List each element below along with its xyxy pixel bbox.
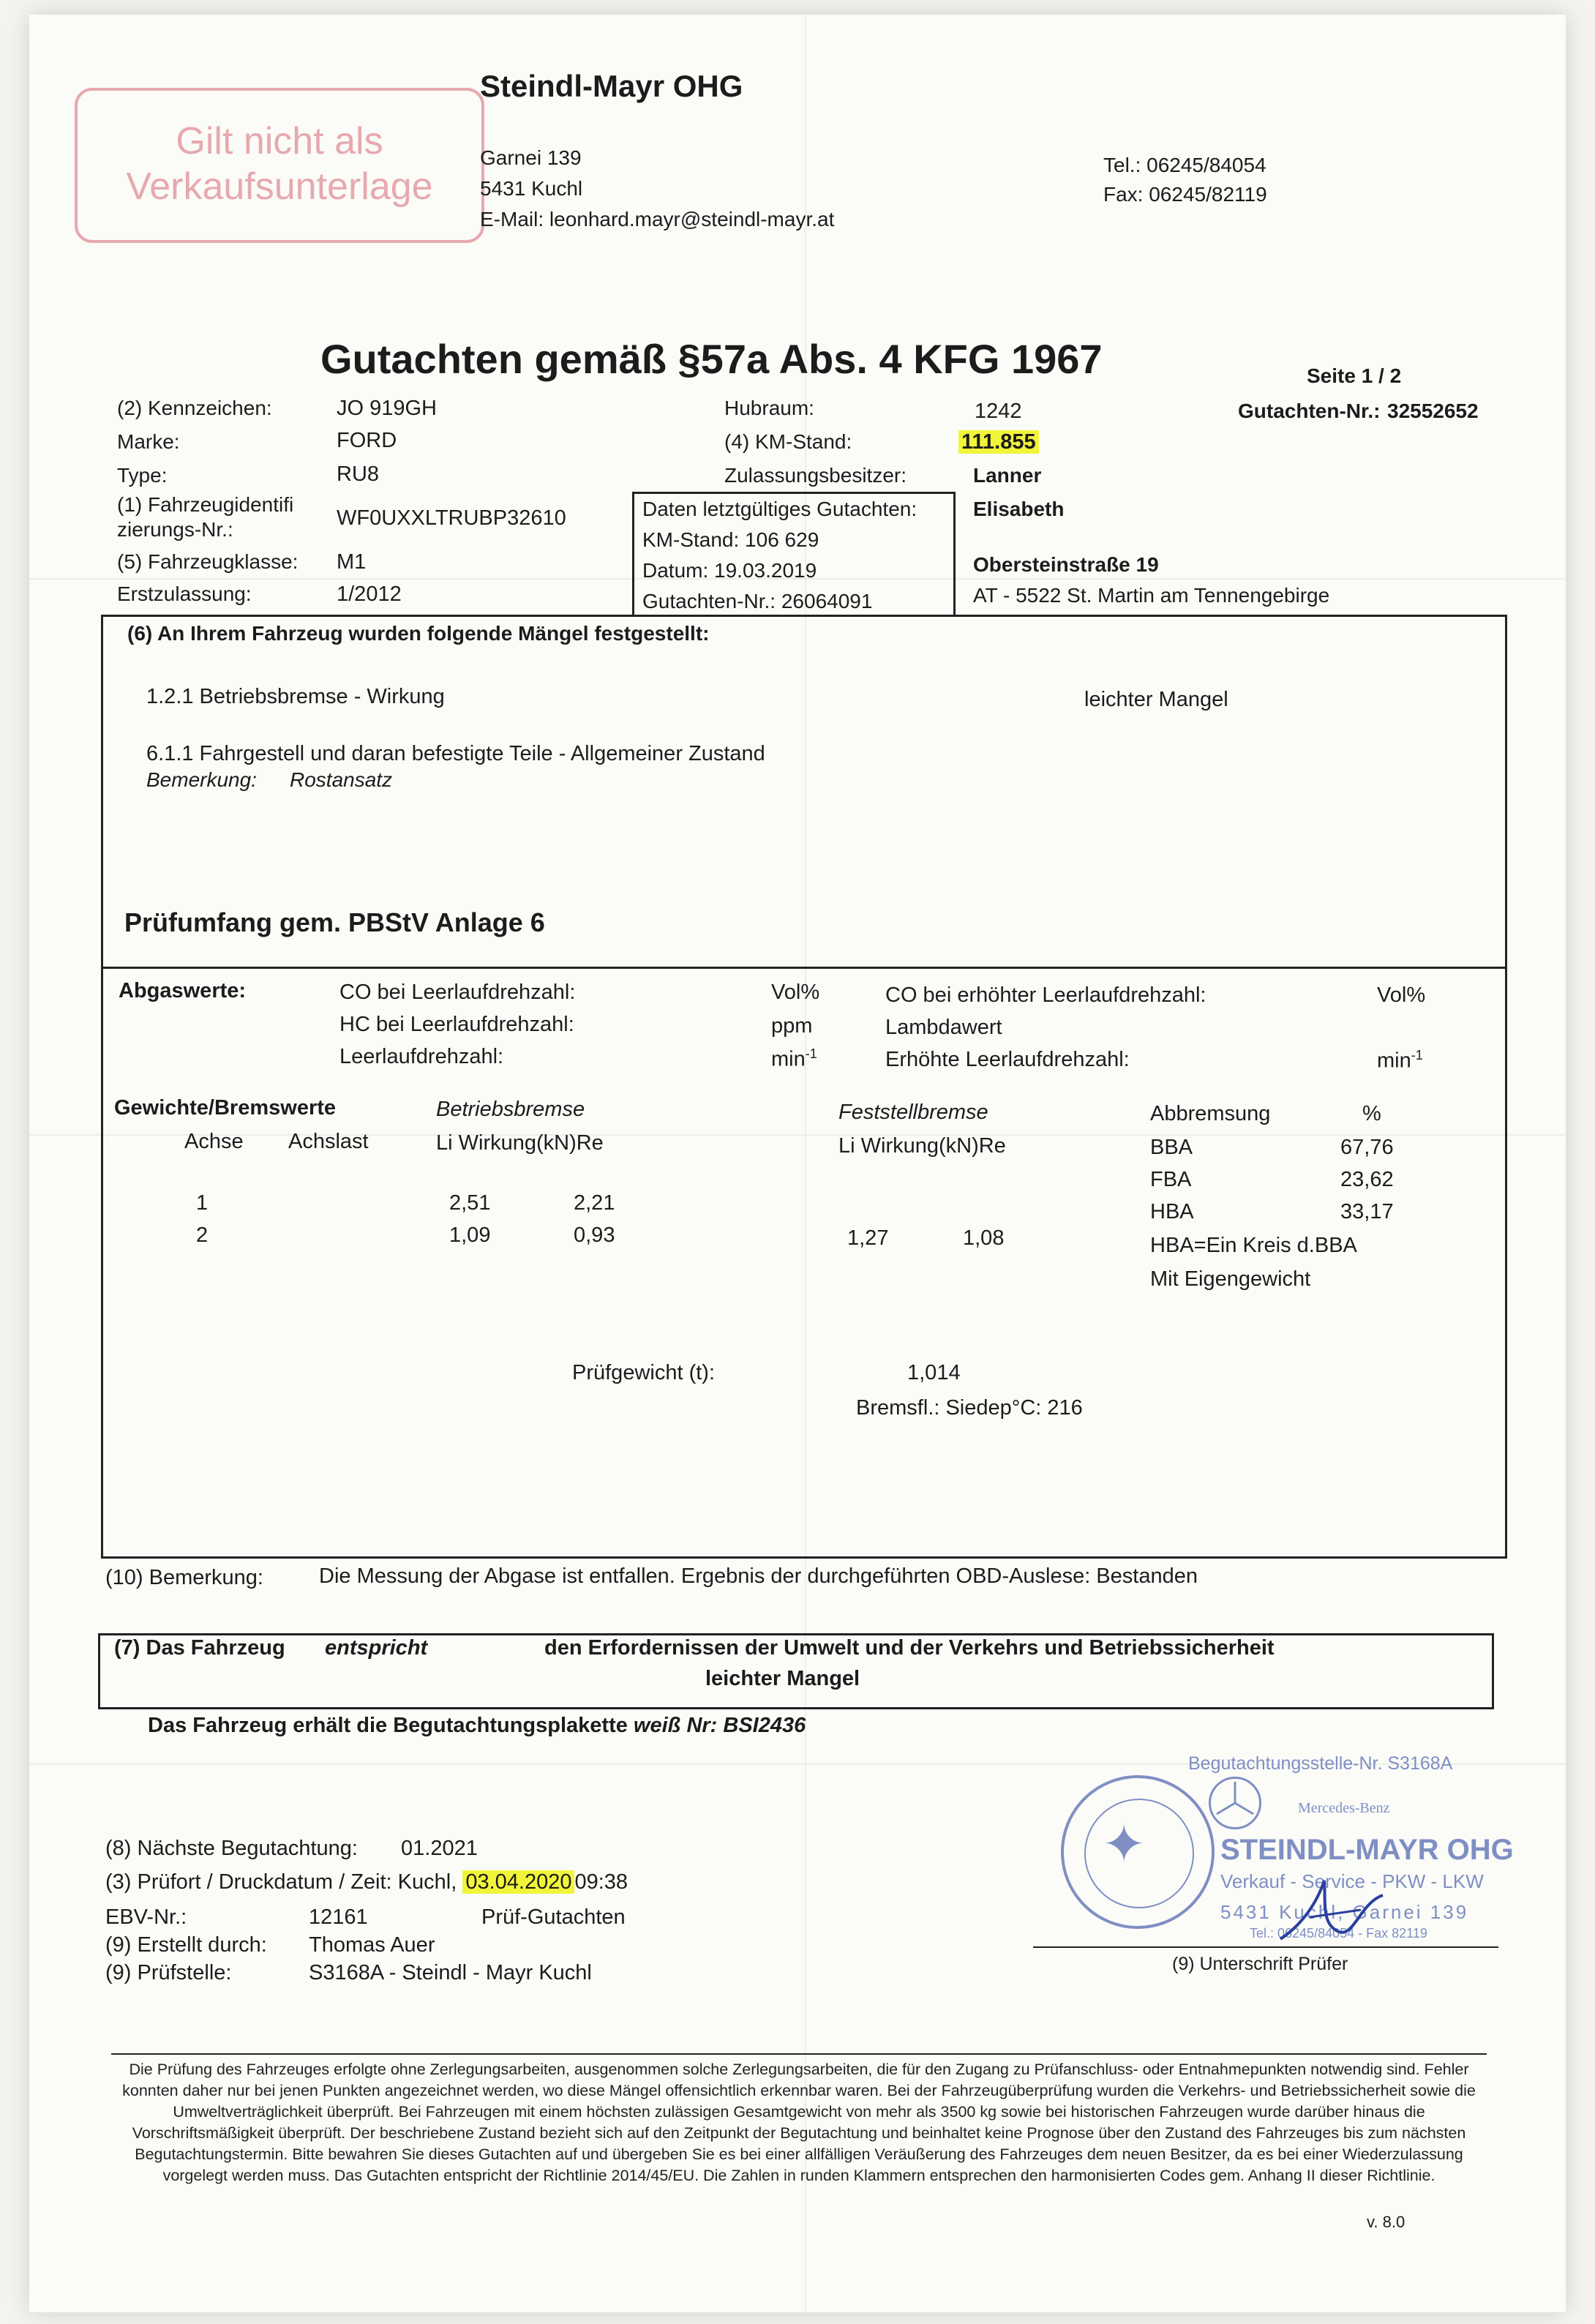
unit-min-2 [1377, 1048, 1423, 1073]
marke-value: FORD [337, 429, 397, 452]
pruefort-label: (3) Prüfort / Druckdatum / Zeit: Kuchl, [105, 1870, 457, 1894]
co-idle-label: CO bei Leerlaufdrehzahl: [339, 981, 576, 1004]
bba-value: 67,76 [1340, 1136, 1394, 1159]
kennzeichen-value: JO 919GH [337, 397, 437, 420]
defect-remark-label: Bemerkung: [146, 768, 257, 791]
document-title: Gutachten gemäß §57a Abs. 4 KFG 1967 [320, 336, 1103, 382]
version-label: v. 8.0 [1367, 2213, 1406, 2231]
klasse-label: (5) Fahrzeugklasse: [117, 550, 299, 573]
unit-min-2-exp: -1 [1411, 1048, 1423, 1062]
mercedes-star-svg [1211, 1779, 1259, 1827]
row-2-achse: 2 [196, 1223, 209, 1247]
examiner-signature [1273, 1873, 1390, 1957]
erstzulassung-value: 1/2012 [337, 582, 402, 606]
result-text: den Erfordernissen der Umwelt und der Verkehrs und Betriebssicherheit [544, 1636, 1275, 1660]
defect-remark: Rostansatz [290, 768, 393, 791]
km-stand-highlight: 111.855 [958, 430, 1039, 454]
co-high-label: CO bei erhöhter Leerlaufdrehzahl: [885, 983, 1206, 1007]
unit-vol: Vol% [771, 981, 820, 1004]
kennzeichen-label: (2) Kennzeichen: [117, 397, 272, 419]
hc-idle-label: HC bei Leerlaufdrehzahl: [339, 1013, 574, 1036]
type-value: RU8 [337, 462, 380, 486]
fba-value: 23,62 [1340, 1168, 1394, 1191]
signature-line [1033, 1946, 1498, 1948]
row-2-fest-li: 1,27 [847, 1226, 889, 1250]
hubraum-label: Hubraum: [724, 397, 814, 419]
betriebsbremse-cols: Li Wirkung(kN)Re [436, 1131, 604, 1155]
disclaimer-rule [111, 2053, 1487, 2055]
row-1-achse: 1 [196, 1191, 209, 1215]
plakette-nr: Nr: BSI2436 [686, 1714, 806, 1737]
brakes-heading: Gewichte/Bremswerte [114, 1096, 337, 1120]
unit-min-2-base: min [1377, 1049, 1411, 1073]
gutachten-nr-label: Gutachten-Nr.: [1238, 400, 1381, 422]
company-tel: Tel.: 06245/84054 [1103, 154, 1266, 176]
row-2-fest-re: 1,08 [963, 1226, 1005, 1250]
defects-heading: (6) An Ihrem Fahrzeug wurden folgende Mängel festgestellt: [127, 622, 710, 645]
company-name: Steindl-Mayr OHG [480, 69, 743, 103]
signature-svg [1273, 1873, 1390, 1954]
document-page [29, 15, 1566, 2312]
remark-label: (10) Bemerkung: [105, 1566, 263, 1589]
defect-item-2: 6.1.1 Fahrgestell und daran befestigte Teile - Allgemeiner Zustand [146, 742, 765, 765]
scope-heading: Prüfumfang gem. PBStV Anlage 6 [124, 907, 545, 937]
pruefstelle-value: S3168A - Steindl - Mayr Kuchl [309, 1961, 592, 1984]
percent-label: % [1362, 1102, 1381, 1125]
defect-item-1-severity: leichter Mangel [1084, 688, 1228, 711]
abbremsung-label: Abbremsung [1150, 1102, 1271, 1125]
page-number: Seite 1 / 2 [1307, 364, 1402, 387]
plakette-label: Das Fahrzeug erhält die Begutachtungsplakette [148, 1714, 628, 1737]
gutachten-nr: 32552652 [1387, 400, 1479, 422]
plakette-text [148, 1714, 806, 1738]
eagle-icon: ✦ [1102, 1815, 1146, 1874]
company-email: E-Mail: leonhard.mayr@steindl-mayr.at [480, 208, 835, 230]
stamp-stelle: Begutachtungsstelle-Nr. S3168A [1188, 1753, 1453, 1774]
legal-disclaimer: Die Prüfung des Fahrzeuges erfolgte ohne Zerlegungsarbeiten, ausgenommen solche Zerlegungsarbeiten, die für den Zugang zu Prüfanschluss- oder Entnahmepunkten notwendig sind. Fehler konnten daher nur bei jenen Punkten angezeichnet werden, wo diese Mängel offensichtlich erkennbar waren. Bei der Fahrzeugüberprüfung wurden die Verkehrs- und Betriebssicherheit sowie die Umweltverträglichkeit überprüft. Bei Fahrzeugen mit einem höchsten zulässigen Gesamtgewicht von mehr als 3500 kg sowie bei historischen Fahrzeugen wurde darüber hinaus die Vorschriftsmäßigkeit überprüft. Der beschriebene Zustand bezieht sich auf den Zeitpunkt der Begutachtung und beinhaltet keine Prognose über den Zustand des Fahrzeuges bis zum nächsten Begutachtungstermin. Bitte bewahren Sie dieses Gutachten auf und übergeben Sie es bei einer allfälligen Veräußerung des Fahrzeuges dem neuen Besitzer, da es bei einer Wiederzulassung vorgelegt werden muss. Das Gutachten entspricht der Richtlinie 2014/45/EU. Die Zahlen in runden Klammern entsprechen den harmonisierten Codes gem. Anhang II dieser Richtlinie. [122, 2061, 1476, 2184]
klasse-value: M1 [337, 550, 367, 574]
last-report-heading: Daten letztgültiges Gutachten: [642, 498, 917, 520]
erstellt-value: Thomas Auer [309, 1933, 435, 1957]
last-report-nr: Gutachten-Nr.: 26064091 [642, 590, 873, 612]
unit-min [771, 1046, 817, 1072]
idle-label: Leerlaufdrehzahl: [339, 1045, 504, 1068]
stamp-company-name: STEINDL-MAYR OHG [1220, 1834, 1514, 1866]
hba-value: 33,17 [1340, 1200, 1394, 1223]
besitzer-city: AT - 5522 St. Martin am Tennengebirge [973, 584, 1330, 607]
pruefdatum: 03.04.2020 [462, 1870, 574, 1894]
besitzer-name-2: Elisabeth [973, 498, 1065, 520]
official-seal [1061, 1775, 1215, 1929]
besitzer-street: Obersteinstraße 19 [973, 553, 1159, 576]
company-fax: Fax: 06245/82119 [1103, 183, 1267, 206]
result-verdict: entspricht [325, 1636, 428, 1660]
betriebsbremse-label: Betriebsbremse [436, 1098, 585, 1121]
result-label: (7) Das Fahrzeug [114, 1636, 285, 1660]
feststellbremse-label: Feststellbremse [838, 1101, 988, 1124]
bba-label: BBA [1150, 1136, 1193, 1159]
high-idle-label: Erhöhte Leerlaufdrehzahl: [885, 1048, 1130, 1071]
erstellt-label: (9) Erstellt durch: [105, 1933, 267, 1957]
type-label: Type: [117, 464, 168, 487]
stamp-address: 5431 Kuchl, Garnei 139 [1220, 1901, 1469, 1923]
siedepunkt: Bremsfl.: Siedep°C: 216 [856, 1396, 1083, 1420]
stamp-line-2: Verkaufsunterlage [126, 165, 433, 208]
lambda-label: Lambdawert [885, 1016, 1002, 1039]
eigengewicht-note: Mit Eigengewicht [1150, 1267, 1311, 1291]
hba-label: HBA [1150, 1200, 1194, 1223]
defect-item-1: 1.2.1 Betriebsbremse - Wirkung [146, 685, 445, 708]
erstzulassung-label: Erstzulassung: [117, 582, 252, 605]
feststellbremse-cols: Li Wirkung(kN)Re [838, 1134, 1006, 1158]
result-severity: leichter Mangel [705, 1667, 860, 1690]
fba-label: FBA [1150, 1168, 1192, 1191]
hubraum-value: 1242 [975, 400, 1022, 423]
row-2-betrieb-re: 0,93 [574, 1223, 615, 1247]
marke-label: Marke: [117, 430, 180, 453]
company-address-street: Garnei 139 [480, 146, 582, 169]
besitzer-name-1: Lanner [973, 464, 1042, 487]
achslast-label: Achslast [288, 1130, 369, 1153]
pruefgewicht-label: Prüfgewicht (t): [572, 1361, 715, 1384]
stamp-tel: Tel.: 06245/84054 - Fax 82119 [1250, 1926, 1427, 1941]
pruefort-line [105, 1870, 628, 1894]
not-for-sale-stamp [75, 88, 484, 243]
fin-value: WF0UXXLTRUBP32610 [337, 506, 566, 530]
pruefgewicht-value: 1,014 [907, 1361, 961, 1384]
fin-label-2: zierungs-Nr.: [117, 518, 233, 541]
pruefzeit: 09:38 [574, 1870, 628, 1894]
unit-min-base: min [771, 1047, 806, 1071]
unit-ppm: ppm [771, 1014, 813, 1038]
ebv-label: EBV-Nr.: [105, 1905, 187, 1929]
hba-note: HBA=Ein Kreis d.BBA [1150, 1234, 1357, 1257]
fin-label-1: (1) Fahrzeugidentifi [117, 493, 294, 516]
km-stand-value [958, 430, 1039, 454]
naechste-value: 01.2021 [401, 1837, 478, 1860]
stamp-line-1: Gilt nicht als [176, 120, 383, 162]
last-report-date: Datum: 19.03.2019 [642, 559, 817, 582]
plakette-color: weiß [633, 1714, 681, 1737]
row-1-betrieb-li: 2,51 [449, 1191, 491, 1215]
company-address-city: 5431 Kuchl [480, 177, 583, 200]
unit-min-exp: -1 [805, 1046, 817, 1061]
stamp-brand: Mercedes-Benz [1298, 1800, 1390, 1816]
ebv-type: Prüf-Gutachten [481, 1905, 626, 1929]
achse-label: Achse [184, 1130, 244, 1153]
row-1-betrieb-re: 2,21 [574, 1191, 615, 1215]
unit-vol-2: Vol% [1377, 983, 1426, 1007]
naechste-label: (8) Nächste Begutachtung: [105, 1837, 358, 1860]
last-report-km: KM-Stand: 106 629 [642, 528, 819, 551]
signature-label: (9) Unterschrift Prüfer [1172, 1954, 1348, 1974]
km-stand-label: (4) KM-Stand: [724, 430, 852, 453]
ebv-value: 12161 [309, 1905, 368, 1929]
besitzer-label: Zulassungsbesitzer: [724, 464, 907, 487]
row-2-betrieb-li: 1,09 [449, 1223, 491, 1247]
pruefstelle-label: (9) Prüfstelle: [105, 1961, 232, 1984]
mercedes-star-icon [1209, 1777, 1261, 1829]
stamp-services: Verkauf - Service - PKW - LKW [1220, 1870, 1484, 1892]
exhaust-label: Abgaswerte: [119, 979, 247, 1002]
remark-text: Die Messung der Abgase ist entfallen. Ergebnis der durchgeführten OBD-Auslese: Bestanden [319, 1564, 1198, 1588]
